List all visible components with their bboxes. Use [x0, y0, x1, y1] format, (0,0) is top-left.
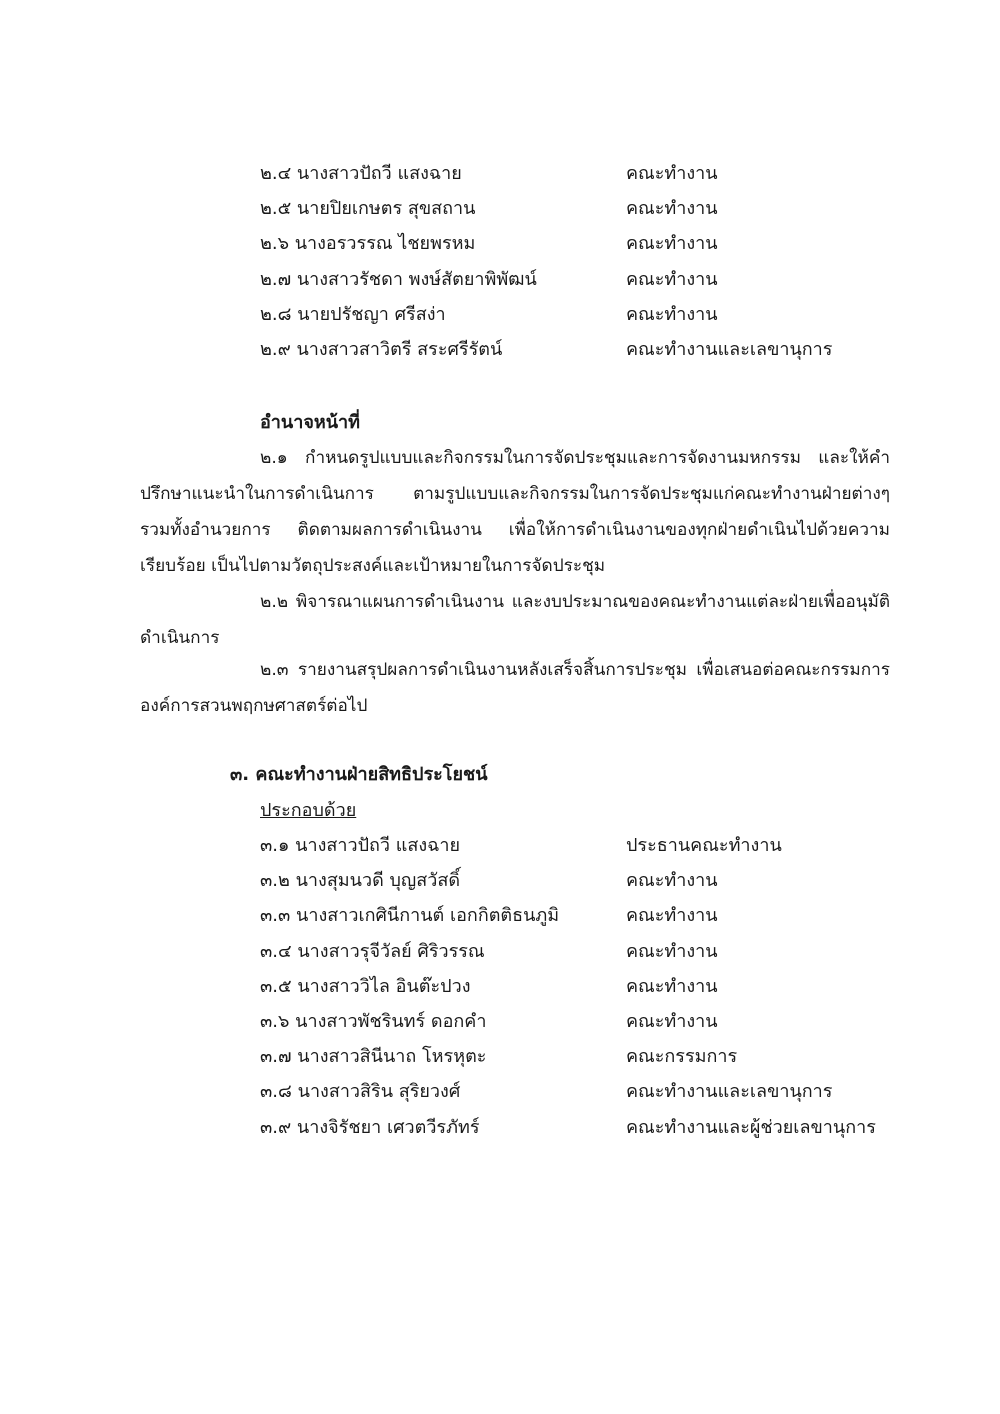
member-name: ๓.๙ นางจิรัชยา เศวตวีรภัทร์: [260, 1116, 480, 1138]
member-row: [260, 828, 900, 863]
member-row: [260, 1004, 900, 1039]
section3-heading: ๓. คณะทำงานฝ่ายสิทธิประโยชน์: [230, 764, 488, 785]
member-name: ๓.๗ นางสาวสินีนาถ โหรหุตะ: [260, 1046, 487, 1068]
member-name: ๒.๖ นางอรวรรณ ไชยพรหม: [260, 233, 476, 255]
duty-paragraph: ๒.๑ กำหนดรูปแบบและกิจกรรมในการจัดประชุมและการจัดงานมหกรรม และให้คำปรึกษาแนะนำในการดำเนินการ ตามรูปแบบและกิจกรรมในการจัดประชุมแก่คณะทำงานฝ่ายต่างๆ รวมทั้งอำนวยการ ติดตามผลการดำเนินงาน เพื่อให้การดำเนินงานของทุกฝ่ายดำเนินไปด้วยความเรียบร้อย เป็นไปตามวัตถุประสงค์และเป้าหมายในการจัดประชุม: [140, 448, 890, 576]
member-role: คณะทำงานและเลขานุการ: [626, 338, 833, 360]
member-name: ๒.๙ นางสาวสาวิตรี สระศรีรัตน์: [260, 338, 503, 360]
member-role: คณะทำงาน: [626, 905, 718, 927]
duty-paragraph: ๒.๒ พิจารณาแผนการดำเนินงาน และงบประมาณของคณะทำงานแต่ละฝ่ายเพื่ออนุมัติดำเนินการ: [140, 592, 890, 648]
member-row: [260, 1074, 900, 1109]
member-row: [260, 191, 900, 226]
member-row: [260, 226, 900, 261]
member-row: [260, 297, 900, 332]
member-role: คณะทำงาน: [626, 975, 718, 997]
member-role: คณะทำงาน: [626, 870, 718, 892]
member-role: คณะทำงาน: [626, 233, 718, 255]
member-role: คณะทำงาน: [626, 303, 718, 325]
member-role: คณะทำงาน: [626, 940, 718, 962]
member-role: คณะทำงาน: [626, 1010, 718, 1032]
member-row: [260, 156, 900, 191]
section3-subheading: ประกอบด้วย: [260, 800, 357, 821]
member-row: [260, 262, 900, 297]
member-name: ๓.๑ นางสาวปัถวี แสงฉาย: [260, 835, 461, 856]
member-name: ๒.๕ นายปิยเกษตร สุขสถาน: [260, 198, 476, 220]
duties-heading: อำนาจหน้าที่: [260, 412, 361, 433]
duty-paragraph: ๒.๓ รายงานสรุปผลการดำเนินงานหลังเสร็จสิ้นการประชุม เพื่อเสนอต่อคณะกรรมการองค์การสวนพฤกษศาสตร์ต่อไป: [140, 660, 890, 716]
member-row: [260, 863, 900, 898]
member-row: [260, 1110, 900, 1145]
member-row: [260, 898, 900, 933]
member-name: ๓.๕ นางสาววิไล อินต๊ะปวง: [260, 975, 471, 997]
member-role: คณะทำงาน: [626, 198, 718, 220]
member-name: ๓.๖ นางสาวพัชรินทร์ ดอกคำ: [260, 1010, 487, 1032]
member-name: ๒.๗ นางสาวรัชดา พงษ์สัตยาพิพัฒน์: [260, 268, 537, 290]
member-role: ประธานคณะทำงาน: [626, 835, 782, 856]
member-name: ๓.๓ นางสาวเกศินีกานต์ เอกกิตติธนภูมิ: [260, 905, 560, 927]
member-name: ๒.๔ นางสาวปัถวี แสงฉาย: [260, 163, 462, 184]
member-name: ๒.๘ นายปรัชญา ศรีสง่า: [260, 303, 446, 325]
member-name: ๓.๘ นางสาวสิริน สุริยวงศ์: [260, 1081, 461, 1103]
member-role: คณะทำงานและเลขานุการ: [626, 1081, 833, 1103]
member-role: คณะกรรมการ: [626, 1046, 738, 1068]
member-role: คณะทำงาน: [626, 163, 718, 184]
member-row: [260, 1039, 900, 1074]
member-role: คณะทำงาน: [626, 268, 718, 290]
member-row: [260, 332, 900, 367]
member-name: ๓.๔ นางสาวรุจีวัลย์ ศิริวรรณ: [260, 940, 485, 962]
committee2-member-list: [260, 156, 900, 367]
member-row: [260, 969, 900, 1004]
member-row: [260, 934, 900, 969]
member-role: คณะทำงานและผู้ช่วยเลขานุการ: [626, 1116, 876, 1138]
committee3-member-list: [260, 828, 900, 1145]
member-name: ๓.๒ นางสุมนวดี บุญสวัสดิ์: [260, 870, 461, 892]
